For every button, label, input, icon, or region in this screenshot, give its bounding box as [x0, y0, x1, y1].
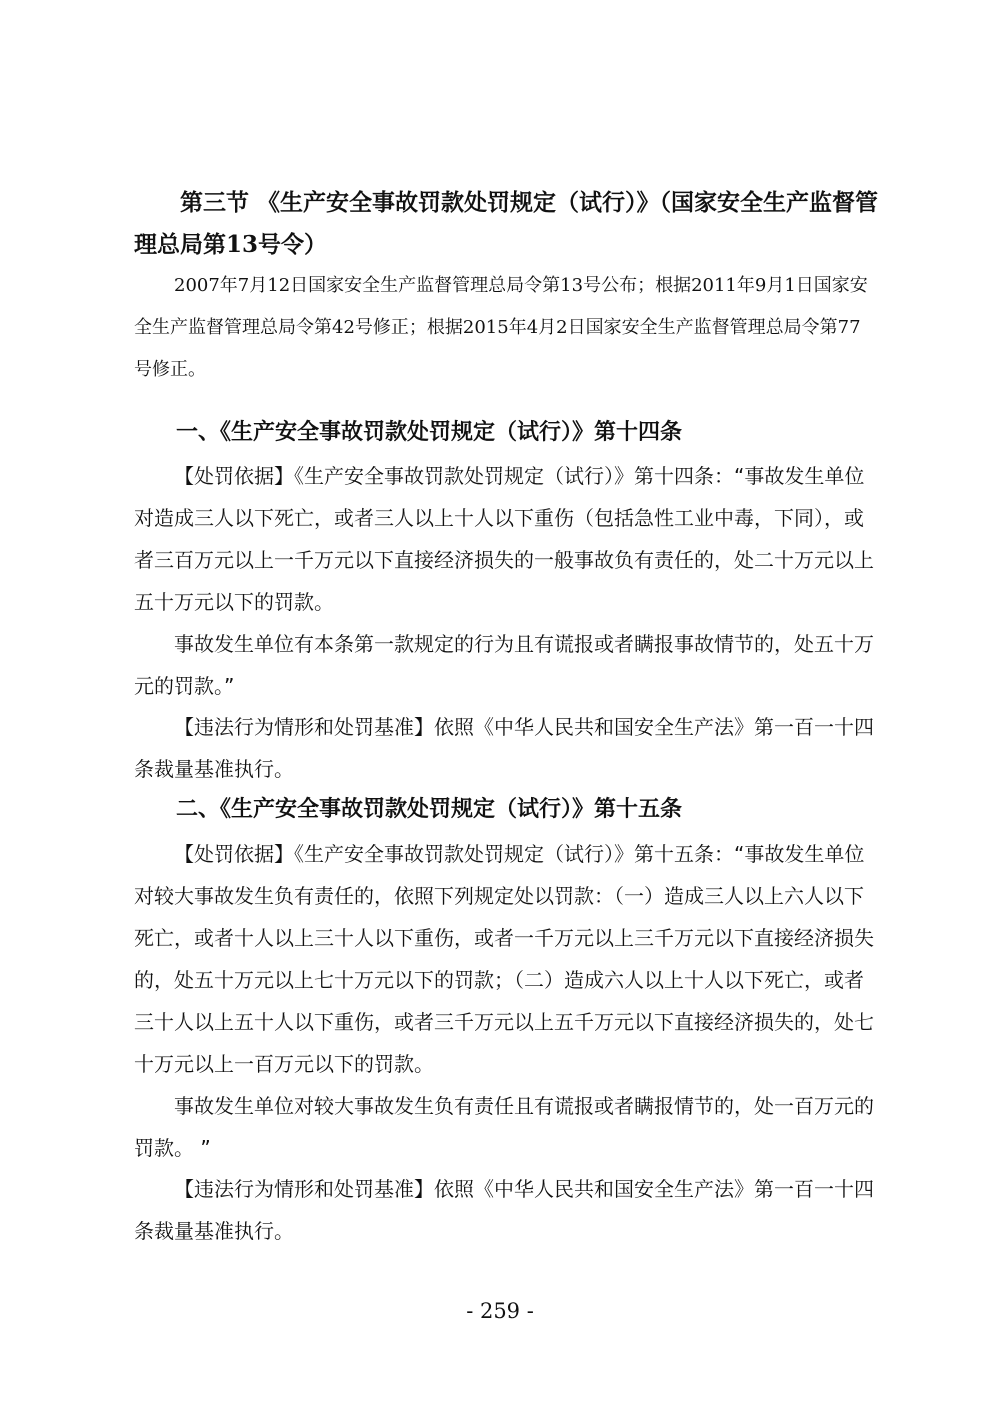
regulation-history-note: 2007年7月12日国家安全生产监督管理总局令第13号公布；根据2011年9月1日国家安全生产监督管理总局令第42号修正；根据2015年4月2日国家安全生产监督管理总局令第77号修正。 [134, 275, 868, 380]
article-14-heading: 一、《生产安全事故罚款处罚规定（试行）》第十四条 [176, 419, 683, 445]
article-15-concealment-paragraph: 事故发生单位对较大事故发生负有责任且有谎报或者瞒报情节的，处一百万元的罚款。 ” [134, 1094, 874, 1160]
article-14-penalty-benchmark: 【违法行为情形和处罚基准】依照《中华人民共和国安全生产法》第一百一十四条裁量基准执行。 [134, 715, 874, 781]
section-title: 第三节 《生产安全事故罚款处罚规定（试行）》（国家安全生产监督管理总局第13号令） [134, 189, 879, 258]
article-15-penalty-benchmark: 【违法行为情形和处罚基准】依照《中华人民共和国安全生产法》第一百一十四条裁量基准执行。 [134, 1177, 874, 1243]
article-15-penalty-basis: 【处罚依据】《生产安全事故罚款处罚规定（试行）》第十五条：“事故发生单位对较大事故发生负有责任的，依照下列规定处以罚款：（一）造成三人以上六人以下死亡，或者十人以上三十人以下重伤，或者一千万元以上三千万元以下直接经济损失的，处五十万元以上七十万元以下的罚款；（二）造成六人以上十人以下死亡，或者三十人以上五十人以下重伤，或者三千万元以上五千万元以下直接经济损失的，处七十万元以上一百万元以下的罚款。 [134, 842, 874, 1076]
article-15-heading: 二、《生产安全事故罚款处罚规定（试行）》第十五条 [176, 796, 683, 822]
page-number: - 259 - [466, 1299, 534, 1323]
article-14-penalty-basis: 【处罚依据】《生产安全事故罚款处罚规定（试行）》第十四条：“事故发生单位对造成三人以下死亡，或者三人以上十人以下重伤（包括急性工业中毒，下同），或者三百万元以上一千万元以下直接经济损失的一般事故负有责任的，处二十万元以上五十万元以下的罚款。 [134, 464, 874, 614]
article-14-concealment-paragraph: 事故发生单位有本条第一款规定的行为且有谎报或者瞒报事故情节的，处五十万元的罚款。” [134, 632, 874, 698]
